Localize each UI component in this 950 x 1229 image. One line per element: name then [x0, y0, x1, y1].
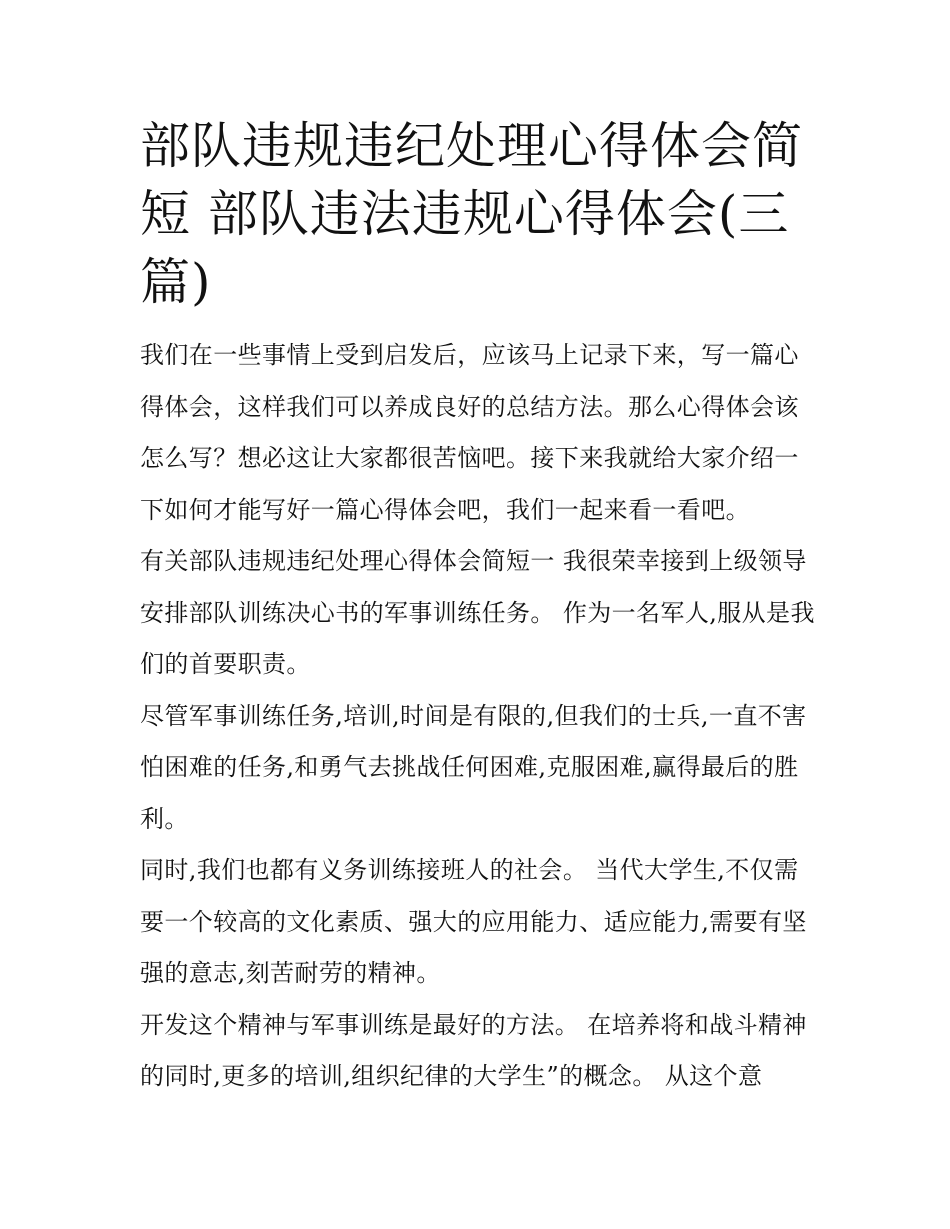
- document-title: 部队违规违纪处理心得体会简短 部队违法违规心得体会(三篇): [140, 117, 803, 311]
- paragraph-intro: 我们在一些事情上受到启发后，应该马上记录下来，写一篇心得体会，这样我们可以养成良好的总结方法。那么心得体会该怎么写？想必这让大家都很苦恼吧。接下来我就给大家介绍一下如何才能写好一篇心得体会吧，我们一起来看一看吧。: [140, 341, 799, 524]
- document-page: [140, 112, 820, 1103]
- paragraph-2: 尽管军事训练任务,培训,时间是有限的,但我们的士兵,一直不害怕困难的任务,和勇气去挑战任何困难,克服困难,赢得最后的胜利。: [140, 701, 807, 833]
- paragraph-3: 同时,我们也都有义务训练接班人的社会。 当代大学生,不仅需要一个较高的文化素质、强大的应用能力、适应能力,需要有坚强的意志,刻苦耐劳的精神。: [140, 856, 807, 987]
- paragraph-4: 开发这个精神与军事训练是最好的方法。 在培养将和战斗精神的同时,更多的培训,组织纪律的大学生”的概念。 从这个意: [140, 1010, 807, 1090]
- paragraph-1: 有关部队违规违纪处理心得体会简短一 我很荣幸接到上级领导安排部队训练决心书的军事训练任务。 作为一名军人,服从是我们的首要职责。: [140, 547, 815, 678]
